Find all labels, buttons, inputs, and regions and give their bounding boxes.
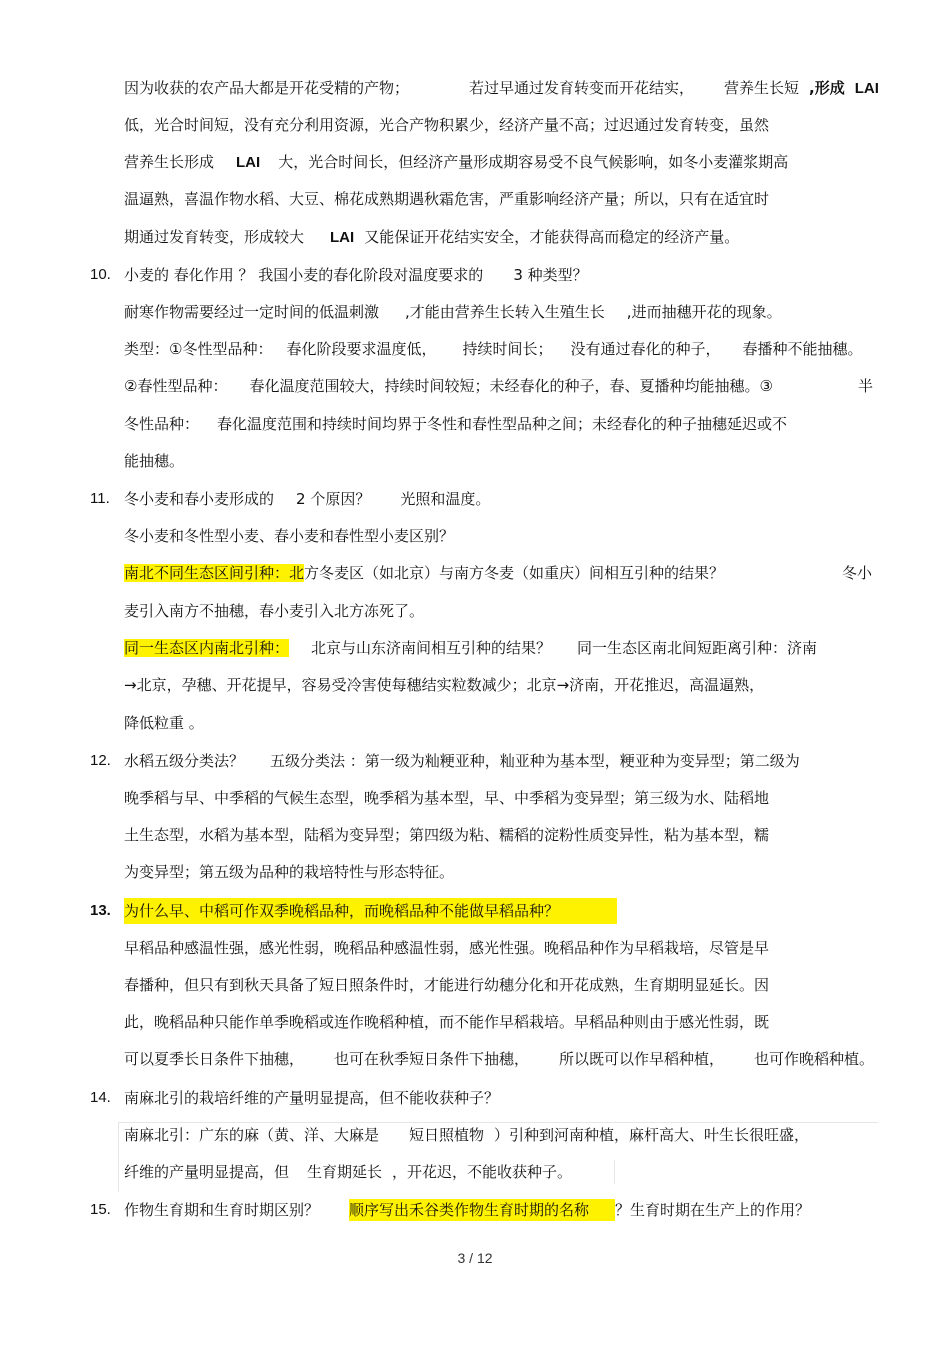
answer-line: 春播种，但只有到秋天具备了短日照条件时，才能进行幼穗分化和开花成熟，生育期明显延长。因	[124, 976, 770, 994]
text-run: 方冬麦区（如北京）与南方冬麦（如重庆）间相互引种的结果？	[304, 564, 725, 582]
answer-line	[124, 1161, 572, 1183]
text-run: 南麻北引：广东的麻（黄、洋、大麻是	[124, 1126, 380, 1144]
text-run: 所以既可以作早稻种植，	[559, 1050, 725, 1068]
answer-line	[124, 1124, 809, 1146]
question-text	[124, 1199, 810, 1221]
text-run: 春化温度范围较大，持续时间较短；未经春化的种子，春、夏播种均能抽穗。③	[249, 377, 773, 395]
question-number: 13.	[90, 902, 111, 919]
text-run: ,形成	[809, 79, 845, 97]
answer-line	[124, 562, 724, 584]
text-run: 光照和温度。	[400, 490, 491, 508]
text-run: 同一生态区南北间短距离引种：济南	[577, 639, 818, 657]
text-run: ,进而抽穗开花的现象。	[626, 303, 782, 321]
text-run: 可以夏季长日条件下抽穗，	[124, 1050, 305, 1068]
text-run: 春播种不能抽穗。	[742, 340, 863, 358]
text-run: LAI	[854, 80, 879, 97]
question-number: 14.	[90, 1089, 111, 1106]
paragraph-line	[124, 151, 788, 174]
text-run: 冬性品种：	[124, 415, 200, 433]
text-run: 水稻五级分类法？	[124, 752, 245, 770]
text-run: 持续时间长；	[462, 340, 553, 358]
answer-line: 麦引入南方不抽穗，春小麦引入北方冻死了。	[124, 602, 425, 620]
highlighted-text: 南北不同生态区间引种：北	[124, 564, 305, 582]
answer-line: 降低粒重 。	[124, 714, 204, 732]
question-text	[124, 488, 490, 510]
paragraph-line: 低，光合时间短，没有充分利用资源，光合产物积累少，经济产量不高；过迟通过发育转变，虽然	[124, 116, 770, 134]
text-run: 也可在秋季短日条件下抽穗，	[334, 1050, 530, 1068]
text-run: 半	[858, 377, 874, 395]
table-border	[118, 1122, 878, 1123]
text-run: 又能保证开花结实安全，才能获得高而稳定的经济产量。	[364, 228, 740, 246]
text-run: ，开花迟，不能收获种子。	[392, 1163, 573, 1181]
table-border	[118, 1122, 119, 1192]
paragraph-line	[124, 226, 739, 249]
text-run: 五级分类法 ：第一级为籼粳亚种，籼亚种为基本型，粳亚种为变异型；第二级为	[270, 752, 800, 770]
question-text	[124, 898, 617, 924]
text-run: 也可作晚稻种植。	[754, 1050, 875, 1068]
text-run: 生育期延长	[307, 1163, 383, 1181]
text-run: ,才能由营养生长转入生殖生长	[405, 303, 605, 321]
question-text	[124, 264, 588, 286]
highlighted-text: 同一生态区内南北引种：	[124, 639, 290, 657]
text-run: 春化温度范围和持续时间均界于冬性和春性型品种之间；未经春化的种子抽穗延迟或不	[217, 415, 788, 433]
text-run: 营养生长短	[724, 79, 800, 97]
text-run: 营养生长形成	[124, 153, 215, 171]
answer-line: 冬小麦和冬性型小麦、春小麦和春性型小麦区别？	[124, 527, 455, 545]
answer-line	[124, 413, 787, 435]
answer-line: 能抽穗。	[124, 452, 185, 470]
text-run: 短日照植物	[409, 1126, 485, 1144]
question-text	[124, 750, 800, 772]
text-run: 若过早通过发育转变而开花结实，	[469, 79, 695, 97]
text-run: 3 种类型？	[513, 266, 588, 284]
text-run: 纤维的产量明显提高，但	[124, 1163, 290, 1181]
text-run: ）引种到河南种植，麻杆高大、叶生长很旺盛，	[494, 1126, 810, 1144]
question-text: 南麻北引的栽培纤维的产量明显提高，但不能收获种子？	[124, 1089, 500, 1107]
text-run: 因为收获的农产品大都是开花受精的产物；	[124, 79, 410, 97]
text-run: 类型：①冬性型品种：	[124, 340, 273, 358]
answer-line: 晚季稻与早、中季稻的气候生态型，晚季稻为基本型，早、中季稻为变异型；第三级为水、陆稻地	[124, 789, 770, 807]
highlighted-text: 顺序写出禾谷类作物生育时期的名称	[349, 1199, 615, 1221]
answer-line: 土生态型，水稻为基本型，陆稻为变异型；第四级为粘、糯稻的淀粉性质变异性，粘为基本型，糯	[124, 826, 770, 844]
highlighted-text: 为什么早、中稻可作双季晚稻品种，而晚稻品种不能做早稻品种？	[124, 898, 617, 924]
text-run: 大，光合时间长，但经济产量形成期容易受不良气候影响，如冬小麦灌浆期高	[278, 153, 789, 171]
answer-line: →北京，孕穗、开花提早，容易受冷害使每穗结实粒数减少；北京→济南，开花推迟，高温逼熟，	[124, 676, 765, 694]
page-number: 3 / 12	[457, 1250, 493, 1266]
text-run: 冬小	[842, 564, 873, 582]
answer-line: 早稻品种感温性强，感光性弱，晚稻品种感温性弱，感光性强。晚稻品种作为早稻栽培，尽管是早	[124, 939, 770, 957]
text-run: 小麦的 春化作用 ？ 我国小麦的春化阶段对温度要求的	[124, 266, 484, 284]
answer-line	[124, 637, 817, 659]
answer-line	[124, 338, 863, 360]
text-run: 耐寒作物需要经过一定时间的低温刺激	[124, 303, 380, 321]
text-run: 北京与山东济南间相互引种的结果？	[311, 639, 552, 657]
question-number: 12.	[90, 752, 111, 769]
table-border	[614, 1160, 615, 1184]
answer-line	[124, 301, 782, 323]
text-run: ？生育时期在生产上的作用？	[615, 1201, 811, 1219]
answer-line: 为变异型；第五级为品种的栽培特性与形态特征。	[124, 863, 455, 881]
question-number: 11.	[90, 490, 110, 507]
text-run: LAI	[236, 154, 261, 171]
question-number: 10.	[90, 266, 111, 283]
question-number: 15.	[90, 1201, 111, 1218]
paragraph-line	[124, 77, 879, 100]
text-run: LAI	[330, 229, 355, 246]
text-run: 期通过发育转变，形成较大	[124, 228, 305, 246]
text-run: 春化阶段要求温度低，	[286, 340, 437, 358]
text-run: ②春性型品种：	[124, 377, 228, 395]
answer-line: 此，晚稻品种只能作单季晚稻或连作晚稻种植，而不能作早稻栽培。早稻品种则由于感光性弱，既	[124, 1013, 770, 1031]
text-run: 冬小麦和春小麦形成的	[124, 490, 275, 508]
paragraph-line: 温逼熟，喜温作物水稻、大豆、棉花成熟期遇秋霜危害，严重影响经济产量；所以，只有在适宜时	[124, 190, 770, 208]
answer-line	[124, 1048, 874, 1070]
text-run: 2 个原因？	[296, 490, 371, 508]
text-run: 作物生育期和生育时期区别？	[124, 1201, 320, 1219]
answer-line	[124, 375, 773, 397]
text-run: 没有通过春化的种子，	[570, 340, 721, 358]
